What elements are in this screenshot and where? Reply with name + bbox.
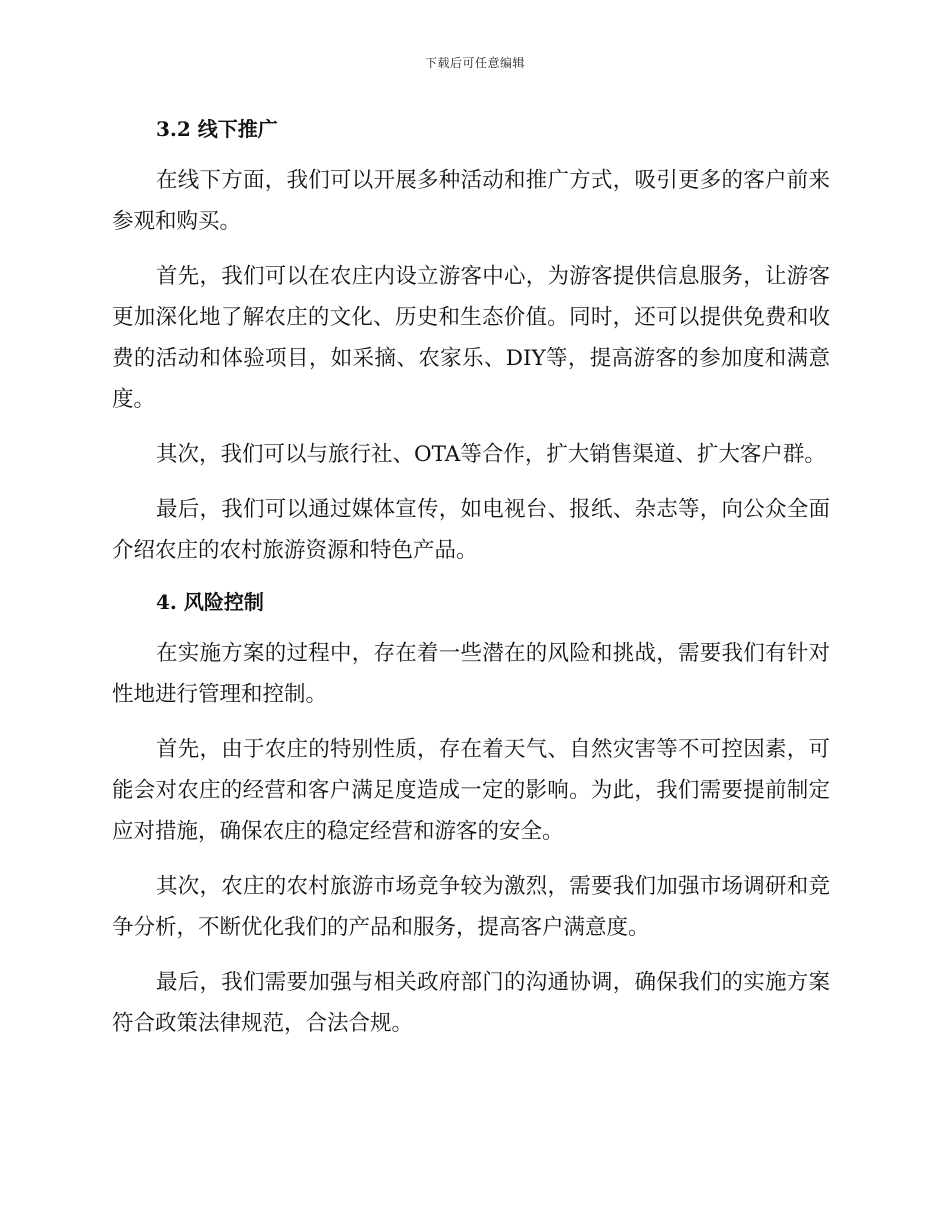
- paragraph: 首先，由于农庄的特别性质，存在着天气、自然灾害等不可控因素，可能会对农庄的经营和客户满足度造成一定的影响。为此，我们需要提前制定应对措施，确保农庄的稳定经营和游客的安全。: [112, 737, 830, 844]
- document-body: [112, 112, 830, 1058]
- paragraph: 在线下方面，我们可以开展多种活动和推广方式，吸引更多的客户前来参观和购买。: [112, 168, 830, 234]
- paragraph: 在实施方案的过程中，存在着一些潜在的风险和挑战，需要我们有针对性地进行管理和控制。: [112, 641, 830, 707]
- section-heading-risk-control: 4. 风险控制: [156, 590, 264, 614]
- paragraph: 其次，我们可以与旅行社、OTA等合作，扩大销售渠道、扩大客户群。: [156, 442, 826, 467]
- page-header-note: 下载后可任意编辑: [424, 56, 525, 70]
- section-heading-offline-promotion: 3.2 线下推广: [156, 117, 278, 141]
- paragraph: 最后，我们可以通过媒体宣传，如电视台、报纸、杂志等，向公众全面介绍农庄的农村旅游资源和特色产品。: [112, 497, 830, 563]
- paragraph: 最后，我们需要加强与相关政府部门的沟通协调，确保我们的实施方案符合政策法律规范，合法合规。: [112, 970, 830, 1036]
- paragraph: 其次，农庄的农村旅游市场竞争较为激烈，需要我们加强市场调研和竞争分析，不断优化我们的产品和服务，提高客户满意度。: [112, 874, 830, 940]
- paragraph: 首先，我们可以在农庄内设立游客中心，为游客提供信息服务，让游客更加深化地了解农庄的文化、历史和生态价值。同时，还可以提供免费和收费的活动和体验项目，如采摘、农家乐、DIY等，提高游客的参加度和满意度。: [112, 264, 830, 412]
